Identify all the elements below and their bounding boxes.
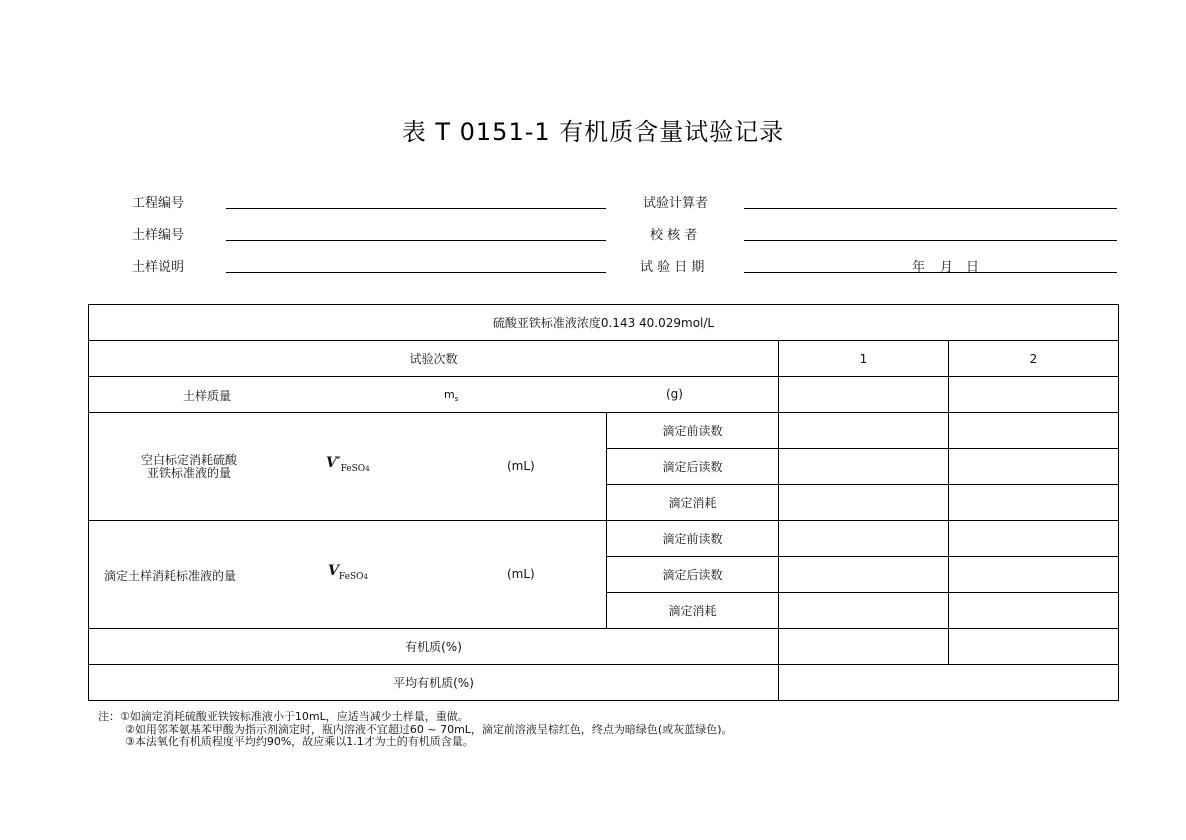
blank-label: 空白标定消耗硫酸 亚铁标准液的量 [140, 453, 237, 480]
calculator-label: 试验计算者 [643, 196, 709, 211]
soil-mass-unit: (g) [666, 387, 683, 401]
titration-symbol: $V_{FeSO4}$ [328, 563, 368, 582]
date-day-label: 日 [966, 260, 980, 275]
page-title: 表 T 0151-1 有机质含量试验记录 [401, 118, 785, 146]
titration-unit: (mL) [507, 567, 535, 581]
avg-organic-matter-value[interactable] [779, 665, 1119, 701]
project-no-field[interactable] [226, 208, 606, 209]
soil-consumption-2[interactable] [949, 593, 1119, 629]
checker-label: 校 核 者 [650, 228, 698, 243]
blank-consumption-label: 滴定消耗 [607, 485, 779, 521]
date-month-label: 月 [940, 260, 954, 275]
sample-desc-label: 土样说明 [132, 260, 185, 275]
project-no-label: 工程编号 [132, 196, 185, 211]
titration-label: 滴定土样消耗标准液的量 [104, 569, 237, 583]
soil-before-reading-1[interactable] [779, 521, 949, 557]
calculator-field[interactable] [744, 208, 1117, 209]
organic-matter-label: 有机质(%) [89, 629, 779, 665]
organic-matter-1[interactable] [779, 629, 949, 665]
sample-desc-field[interactable] [226, 272, 606, 273]
soil-mass-value-2[interactable] [949, 377, 1119, 413]
soil-after-reading-2[interactable] [949, 557, 1119, 593]
trial-1-header: 1 [779, 341, 949, 377]
blank-before-reading-1[interactable] [779, 413, 949, 449]
soil-mass-symbol: $m_s$ [444, 388, 459, 404]
checker-field[interactable] [744, 240, 1117, 241]
soil-consumption-1[interactable] [779, 593, 949, 629]
test-date-label: 试 验 日 期 [640, 260, 705, 275]
soil-after-reading-label: 滴定后读数 [607, 557, 779, 593]
sample-no-field[interactable] [226, 240, 606, 241]
test-date-field[interactable] [744, 272, 1117, 273]
blank-consumption-1[interactable] [779, 485, 949, 521]
record-table [88, 304, 1119, 701]
blank-titration-label-cell [89, 413, 607, 521]
trial-2-header: 2 [949, 341, 1119, 377]
blank-unit: (mL) [507, 459, 535, 473]
blank-before-reading-2[interactable] [949, 413, 1119, 449]
soil-mass-value-1[interactable] [779, 377, 949, 413]
concentration-cell: 硫酸亚铁标准液浓度0.143 40.029mol/L [89, 305, 1119, 341]
note-1: 注：①如滴定消耗硫酸亚铁铵标准液小于10mL，应适当减少土样量，重做。 [98, 710, 469, 723]
trial-count-label: 试验次数 [89, 341, 779, 377]
soil-titration-label-cell [89, 521, 607, 629]
blank-after-reading-2[interactable] [949, 449, 1119, 485]
soil-before-reading-label: 滴定前读数 [607, 521, 779, 557]
note-2: ②如用邻苯氨基苯甲酸为指示剂滴定时，瓶内溶液不宜超过60 ~ 70mL，滴定前溶液呈棕红色，终点为暗绿色(或灰蓝绿色)。 [125, 722, 733, 736]
blank-consumption-2[interactable] [949, 485, 1119, 521]
soil-mass-label: 土样质量 [183, 389, 232, 403]
note-3: ③本法氧化有机质程度平均约90%，故应乘以1.1才为土的有机质含量。 [125, 735, 474, 748]
soil-after-reading-1[interactable] [779, 557, 949, 593]
sample-no-label: 土样编号 [132, 228, 185, 243]
blank-after-reading-label: 滴定后读数 [607, 449, 779, 485]
soil-before-reading-2[interactable] [949, 521, 1119, 557]
soil-consumption-label: 滴定消耗 [607, 593, 779, 629]
organic-matter-2[interactable] [949, 629, 1119, 665]
soil-mass-row-label [89, 377, 779, 413]
blank-before-reading-label: 滴定前读数 [607, 413, 779, 449]
blank-symbol: $V'_{FeSO4}$ [326, 455, 370, 474]
blank-after-reading-1[interactable] [779, 449, 949, 485]
date-year-label: 年 [912, 260, 926, 275]
notes [98, 711, 733, 749]
avg-organic-matter-label: 平均有机质(%) [89, 665, 779, 701]
